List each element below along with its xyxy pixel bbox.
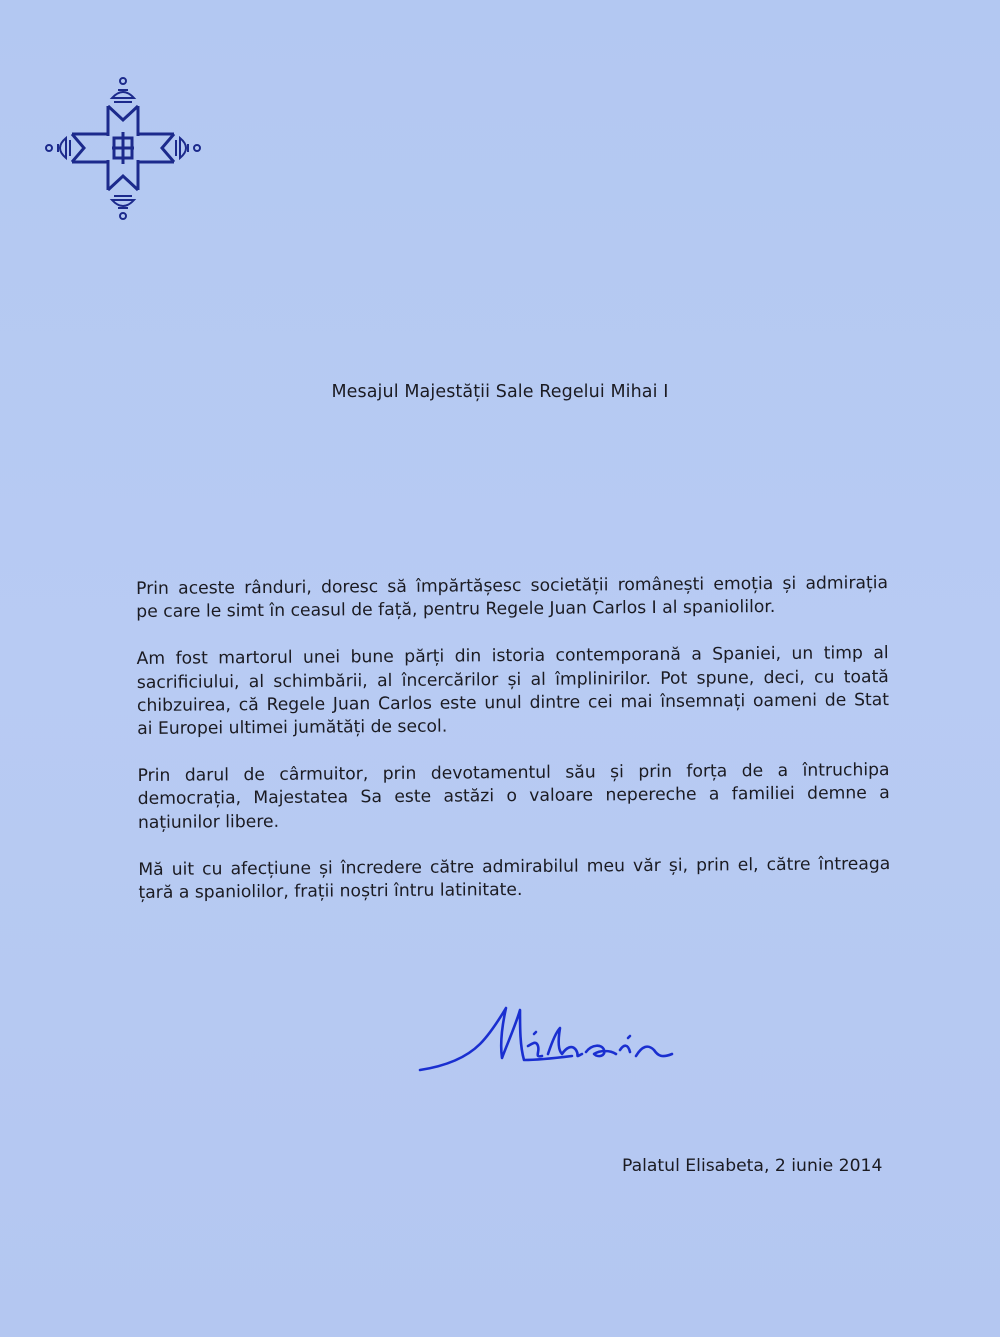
paragraph-4 [138,853,890,905]
paragraph-line: Prin darul de cârmuitor, prin devotamentul său și prin forța de a întruchipa [137,760,890,787]
paragraph-line: chibzuirea, că Regele Juan Carlos este unul dintre cei mai însemnați oameni de Stat [136,689,890,716]
royal-monogram-cross-icon [44,72,202,224]
handwritten-signature [416,1000,678,1080]
paragraph-line: democrația, Majestatea Sa este astăzi o valoare nepereche a familiei demne a [137,783,890,810]
closing-place-date: Palatul Elisabeta, 2 iunie 2014 [622,1156,883,1176]
paragraph-1 [136,572,888,624]
paragraph-line: țară a spaniolilor, frații noștri întru latinitate. [138,880,523,904]
paragraph-3 [137,759,890,835]
paragraph-line: pe care le simt în ceasul de față, pentru Regele Juan Carlos I al spaniolilor. [136,597,776,623]
letter-title: Mesajul Majestății Sale Regelui Mihai I [331,382,669,402]
paragraph-line: Prin aceste rânduri, doresc să împărtășesc societății românești emoția și admirația [136,573,889,599]
paragraph-line: Am fost martorul unei bune părți din istoria contemporană a Spaniei, un timp al [136,643,889,670]
paragraph-line: Mă uit cu afecțiune și încredere către admirabilul meu văr și, prin el, către întreaga [138,853,891,880]
paragraph-line: națiunilor libere. [137,811,280,833]
paragraph-2 [137,642,890,741]
paragraph-line: ai Europei ultimei jumătăți de secol. [137,716,448,740]
paragraph-line: sacrificiului, al schimbării, al încercărilor și al împlinirilor. Pot spune, deci, cu toată [136,666,889,693]
letter-body [136,572,891,929]
